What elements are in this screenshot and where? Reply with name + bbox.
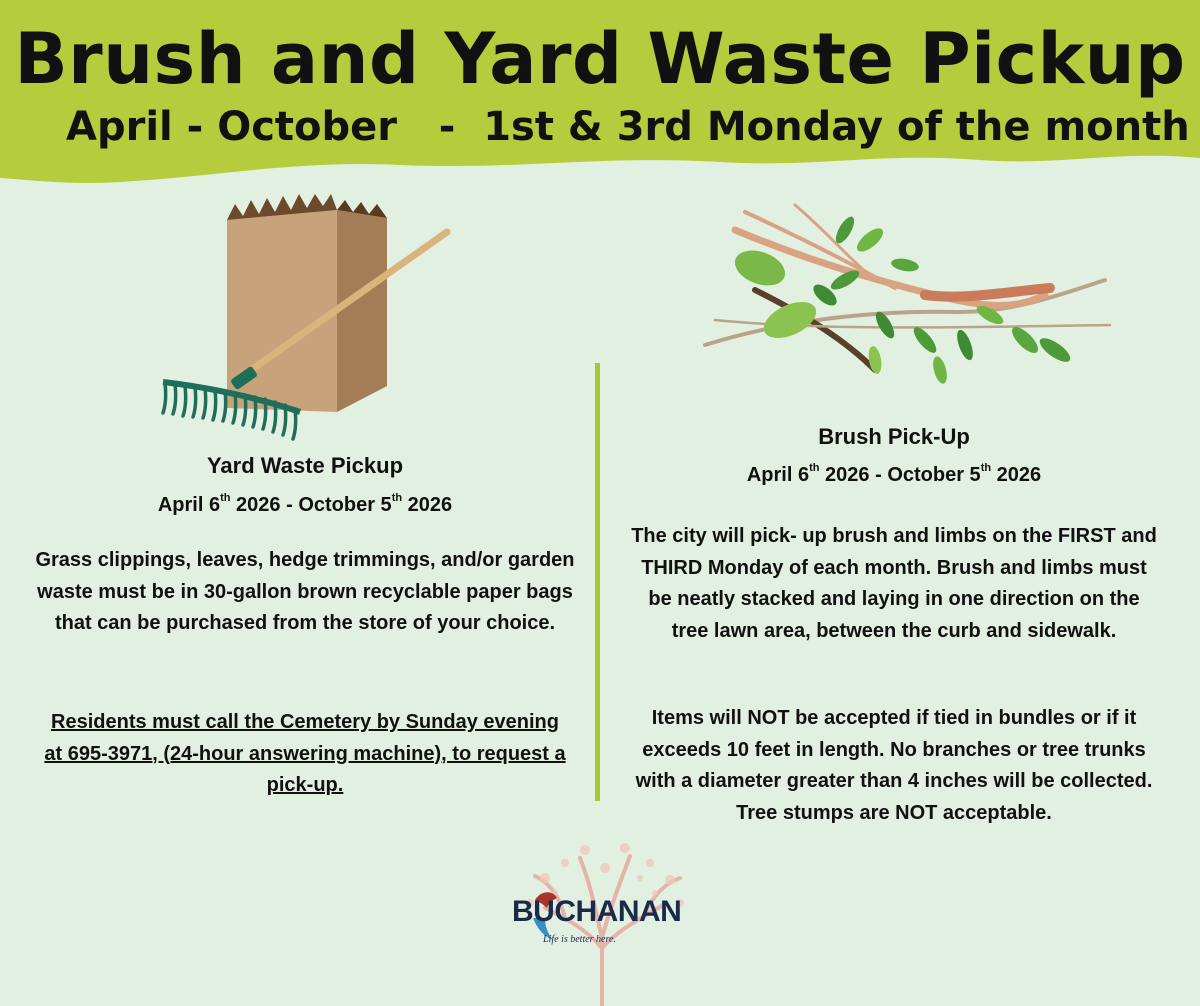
- paper-bag-and-rake-icon: [155, 190, 465, 445]
- page-title: Brush and Yard Waste Pickup: [14, 18, 1186, 100]
- buchanan-logo: [505, 838, 700, 1006]
- tree-branch-icon: [695, 200, 1115, 400]
- logo-tagline: Life is better here.: [543, 934, 616, 945]
- brush-restrictions: Items will NOT be accepted if tied in bundles or if it exceeds 10 feet in length. No branches or tree trunks with a diameter greater than 4 inches will be collected. Tree stumps are NOT acceptable.: [635, 707, 1153, 824]
- brush-heading: Brush Pick-Up: [818, 424, 970, 449]
- brush-description: The city will pick- up brush and limbs on the FIRST and THIRD Monday of each month. Brush and limbs must be neatly stacked and laying in one direction on the tree lawn area, between the curb and sidewalk.: [631, 525, 1157, 642]
- yard-waste-dates: April 6th 2026 - October 5th 2026: [157, 492, 453, 516]
- column-divider: [595, 363, 600, 801]
- logo-name: BUCHANAN: [512, 895, 682, 928]
- yard-waste-call-notice: Residents must call the Cemetery by Sunday evening at 695-3971, (24-hour answering machine), to request a pick-up.: [44, 711, 566, 796]
- page-subtitle: April - October - 1st & 3rd Monday of the month: [66, 104, 1190, 150]
- brush-dates: April 6th 2026 - October 5th 2026: [746, 462, 1042, 486]
- yard-waste-description: Grass clippings, leaves, hedge trimmings, and/or garden waste must be in 30-gallon brown recyclable paper bags that can be purchased from the store of your choice.: [35, 549, 575, 634]
- yard-waste-heading: Yard Waste Pickup: [206, 453, 404, 478]
